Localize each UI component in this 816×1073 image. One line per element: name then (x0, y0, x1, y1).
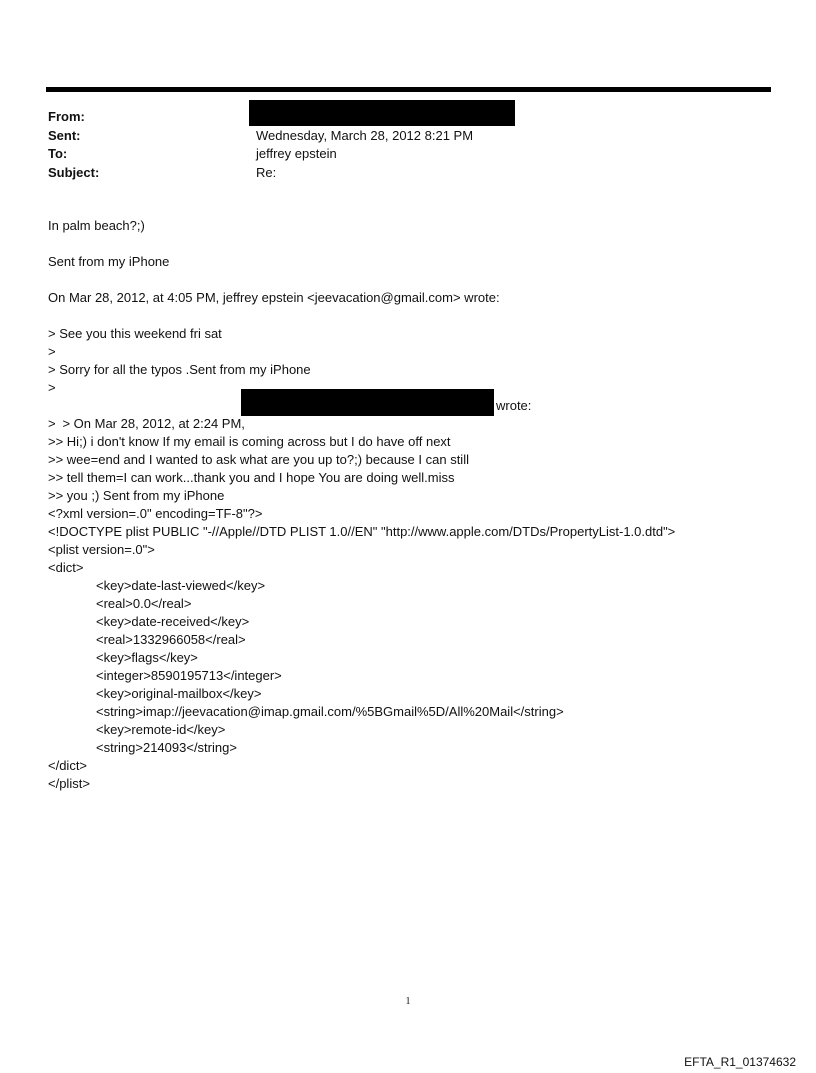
xml-line: <key>date-received</key> (96, 614, 250, 629)
quoted-line: >> Hi;) i don't know If my email is coming across but I do have off next (48, 434, 451, 449)
xml-line: <string>imap://jeevacation@imap.gmail.com/%5BGmail%5D/All%20Mail</string> (96, 704, 564, 719)
to-value: jeffrey epstein (256, 146, 337, 161)
xml-line: <real>0.0</real> (96, 596, 192, 611)
quoted-line: > See you this weekend fri sat (48, 326, 222, 341)
xml-line: <?xml version=.0" encoding=TF-8"?> (48, 506, 263, 521)
quoted-line: > (48, 344, 56, 359)
quoted-line: > (48, 416, 56, 431)
quoted-line: >> you ;) Sent from my iPhone (48, 488, 225, 503)
xml-line: <real>1332966058</real> (96, 632, 246, 647)
sent-value: Wednesday, March 28, 2012 8:21 PM (256, 127, 474, 143)
xml-line: </plist> (48, 776, 90, 791)
to-label: To: (48, 146, 68, 161)
page-number: 1 (405, 996, 411, 1007)
quoted-line: >> wee=end and I wanted to ask what are you up to?;) because I can still (48, 452, 469, 467)
subject-label: Subject: (48, 164, 100, 180)
xml-line: <!DOCTYPE plist PUBLIC "-//Apple//DTD PLIST 1.0//EN" "http://www.apple.com/DTDs/PropertyList-1.0.dtd"> (48, 524, 676, 539)
xml-line: <string>214093</string> (96, 740, 237, 755)
sent-label: Sent: (48, 127, 81, 143)
xml-line: <key>flags</key> (96, 650, 198, 665)
body-line: In palm beach?;) (48, 218, 145, 233)
from-redaction (249, 100, 515, 126)
quoted-attribution-suffix: wrote: (496, 398, 532, 413)
xml-line: <plist version=.0"> (48, 542, 155, 557)
from-label: From: (48, 109, 85, 124)
xml-line: <key>date-last-viewed</key> (96, 578, 266, 593)
xml-line: <key>remote-id</key> (96, 722, 226, 737)
email-body (48, 217, 675, 793)
bates-number: EFTA_R1_01374632 (684, 1055, 796, 1069)
quoted-line: > (48, 380, 56, 395)
subject-value: Re: (256, 164, 277, 180)
quote-attribution: On Mar 28, 2012, at 4:05 PM, jeffrey epstein <jeevacation@gmail.com> wrote: (48, 290, 500, 305)
quoted-line: >> tell them=I can work...thank you and I hope You are doing well.miss (48, 470, 455, 485)
header-rule (46, 87, 771, 92)
quoted-sender-redaction (241, 389, 494, 416)
xml-line: <key>original-mailbox</key> (96, 686, 262, 701)
signature-line: Sent from my iPhone (48, 254, 170, 269)
xml-line: </dict> (48, 758, 88, 773)
xml-line: <integer>8590195713</integer> (96, 668, 282, 683)
xml-line: <dict> (48, 560, 84, 575)
quoted-line: > Sorry for all the typos .Sent from my iPhone (48, 362, 311, 377)
quoted-attribution-prefix: > On Mar 28, 2012, at 2:24 PM, (62, 416, 245, 431)
